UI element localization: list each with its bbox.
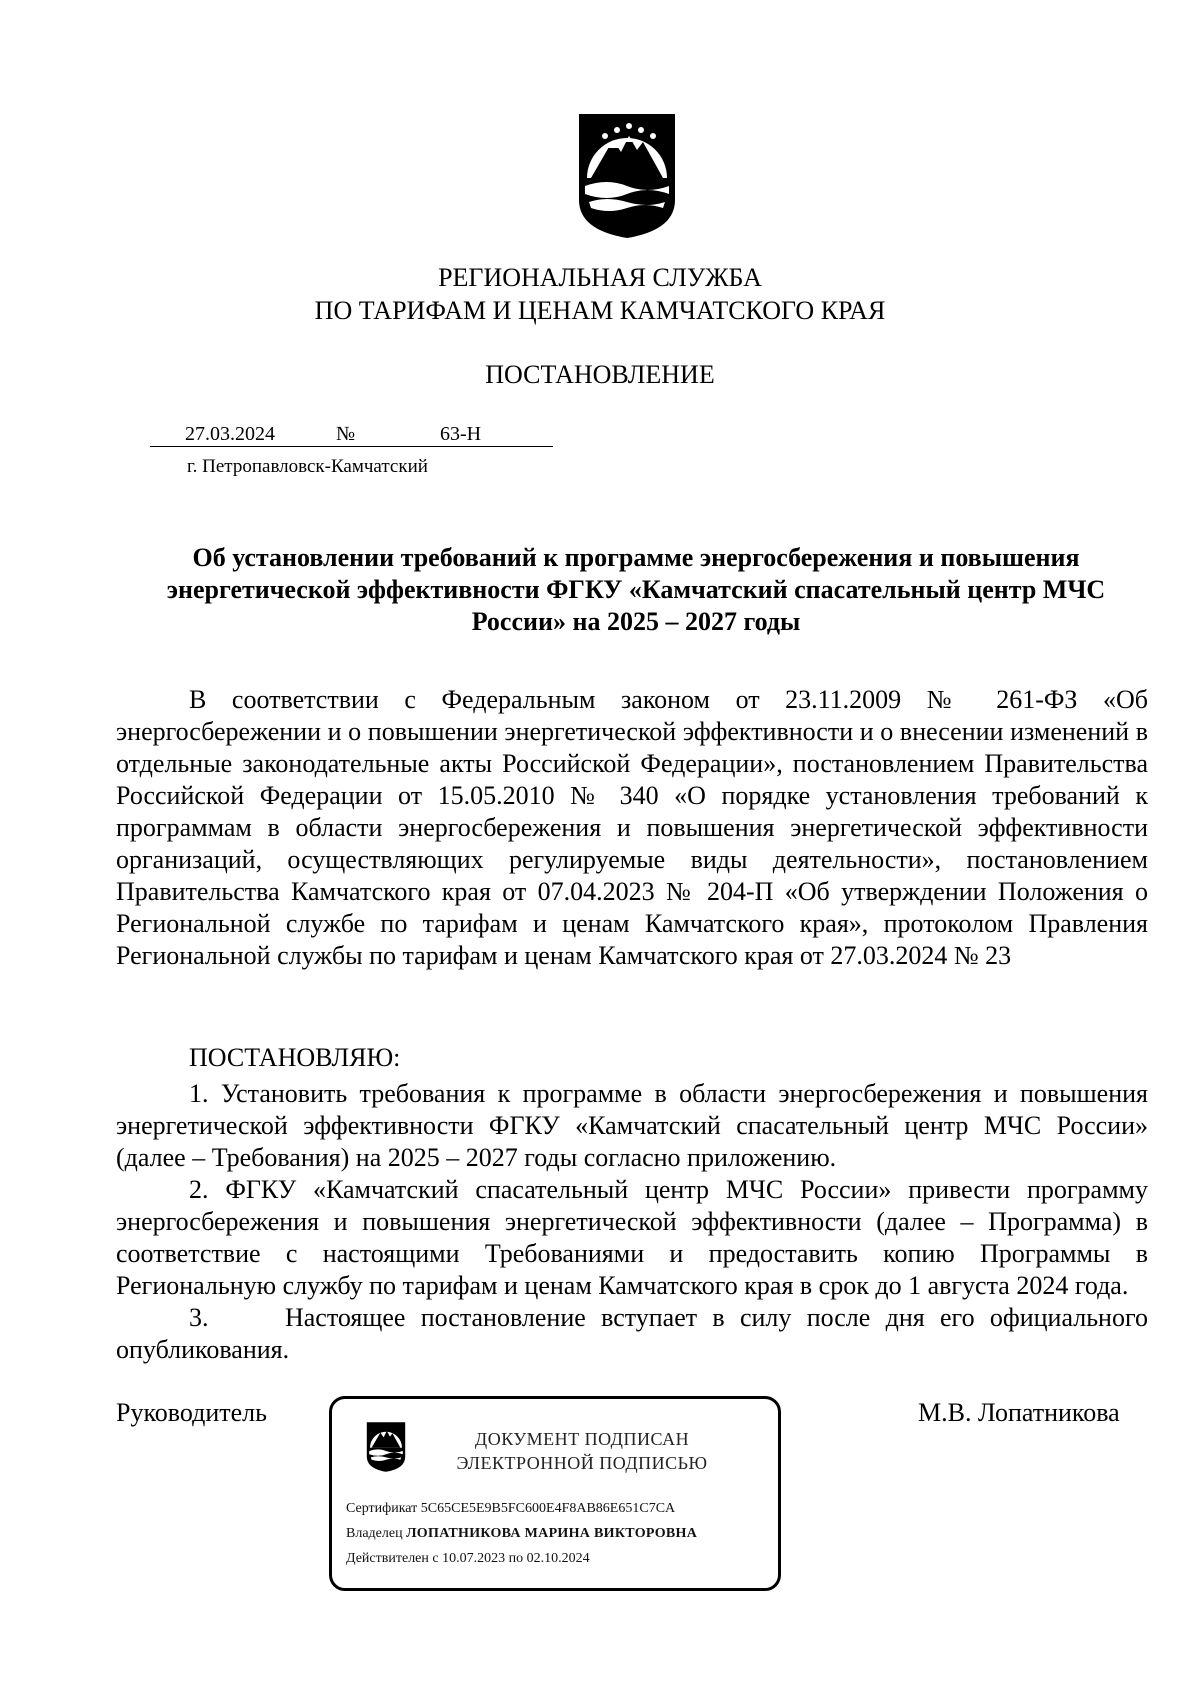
document-city: г. Петропавловск-Камчатский (187, 456, 428, 477)
document-title: Об установлении требований к программе энергосбережения и повышения энергетической эффективности ФГКУ «Камчатский спасательный центр МЧС России» на 2025 – 2027 годы (166, 543, 1106, 636)
stamp-owner-row (346, 1526, 697, 1542)
owner-label: Владелец (346, 1526, 403, 1541)
org-name-line2: ПО ТАРИФАМ И ЦЕНАМ КАМЧАТСКОГО КРАЯ (314, 296, 886, 325)
signatory-role: Руководитель (116, 1398, 267, 1427)
decree-item: 3. Настоящее постановление вступает в силу после дня его официального опубликования. (116, 1303, 1155, 1364)
certificate-label: Сертификат (346, 1501, 418, 1516)
date-number-underline (150, 446, 553, 447)
stamp-coat-of-arms-icon (366, 1421, 406, 1473)
valid-from-prefix: с (432, 1551, 439, 1566)
electronic-signature-stamp (329, 1396, 781, 1591)
valid-to-prefix: по (508, 1551, 524, 1566)
preamble-paragraph: В соответствии с Федеральным законом от 23.11.2009 № 261-ФЗ «Об энергосбережении и о повышении энергетической эффективности и о внесении изменений в отдельные законодательные акты Российской Федерации», постановлением Правительства Российской Федерации от 15.05.2010 № 340 «О порядке установления требований к программам в области энергосбережения и повышения энергетической эффективности организаций, осуществляющих регулируемые виды деятельности», постановлением Правительства Камчатского края от 07.04.2023 № 204-П «Об утверждении Положения о Региональной службе по тарифам и ценам Камчатского края», протоколом Правления Региональной службы по тарифам и ценам Камчатского края от 27.03.2024 № 23 (116, 685, 1148, 970)
signatory-name: М.В. Лопатникова (918, 1398, 1120, 1427)
stamp-heading-line2: ЭЛЕКТРОННОЙ ПОДПИСЬЮ (456, 1453, 708, 1473)
certificate-value: 5C65CE5E9B5FC600E4F8AB86E651C7CA (420, 1501, 676, 1516)
decree-items (116, 1078, 1155, 1366)
valid-to: 02.10.2024 (526, 1551, 590, 1566)
stamp-certificate-row (346, 1501, 675, 1517)
stamp-validity-row (346, 1551, 590, 1567)
valid-from: 10.07.2023 (442, 1551, 506, 1566)
validity-label: Действителен (346, 1551, 429, 1566)
coat-of-arms-icon (577, 112, 677, 240)
decree-item: 1. Установить требования к программе в области энергосбережения и повышения энергетической эффективности ФГКУ «Камчатский спасательный центр МЧС России» (далее – Требования) на 2025 – 2027 годы согласно приложению. (116, 1079, 1148, 1172)
decree-word: ПОСТАНОВЛЯЮ: (189, 1043, 401, 1072)
number-sign: № (336, 423, 356, 445)
owner-value: ЛОПАТНИКОВА МАРИНА ВИКТОРОВНА (406, 1526, 698, 1541)
document-number: 63-Н (440, 423, 482, 445)
document-date: 27.03.2024 (185, 423, 275, 445)
org-name-line1: РЕГИОНАЛЬНАЯ СЛУЖБА (438, 263, 762, 292)
stamp-heading-line1: ДОКУМЕНТ ПОДПИСАН (474, 1429, 690, 1449)
decree-item: 2. ФГКУ «Камчатский спасательный центр МЧС России» привести программу энергосбережения и повышения энергетической эффективности (далее – Программа) в соответствие с настоящими Требованиями и предоставить копию Программы в Региональную службу по тарифам и ценам Камчатского края в срок до 1 августа 2024 года. (116, 1175, 1148, 1300)
document-type: ПОСТАНОВЛЕНИЕ (485, 360, 715, 389)
